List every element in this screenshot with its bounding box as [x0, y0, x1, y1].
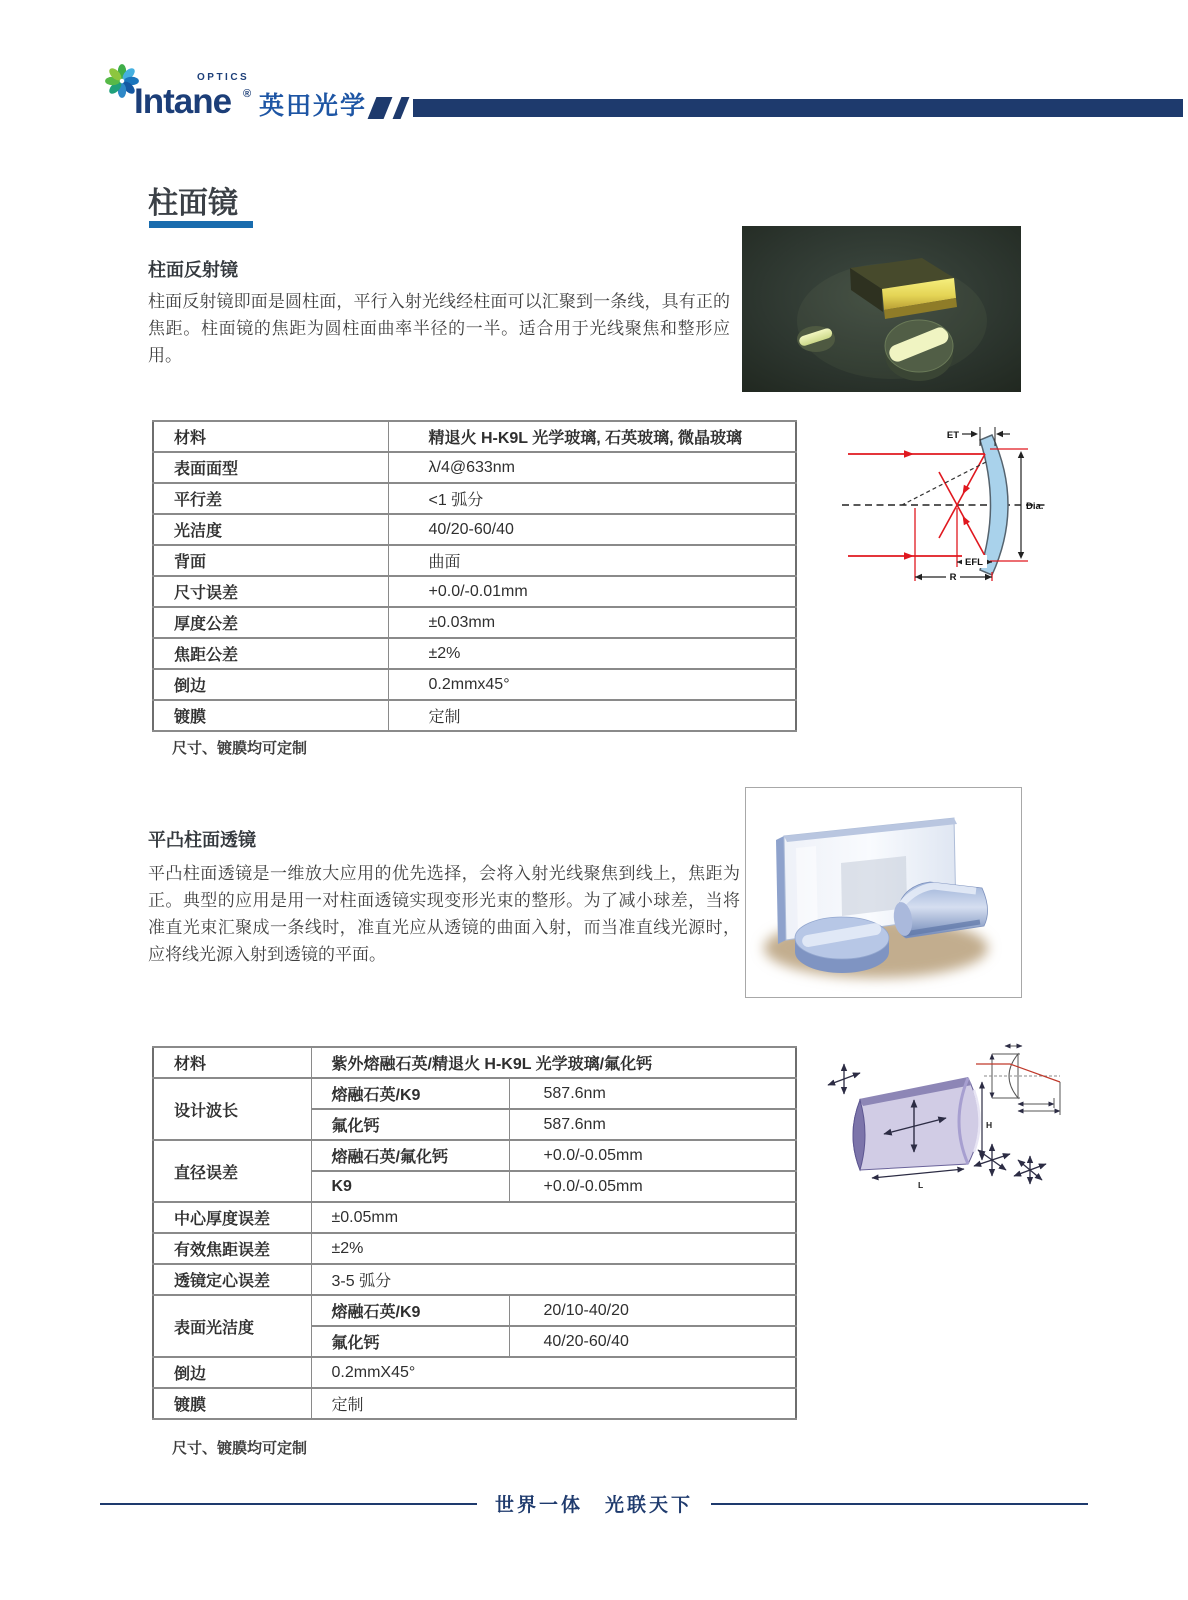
registered-mark: ® [243, 88, 252, 100]
spec-value: 0.2mmx45° [388, 669, 796, 700]
custom-note: 尺寸、镀膜均可定制 [172, 740, 308, 757]
plano-convex-lens-spec-table [152, 1046, 797, 1420]
spec-label: 背面 [153, 545, 388, 576]
header-slash-decoration [393, 97, 410, 119]
spec-label: 中心厚度误差 [153, 1202, 311, 1233]
spec-value: λ/4@633nm [388, 452, 796, 483]
table-row [153, 576, 796, 607]
table-row [153, 607, 796, 638]
spec-subkey: 氟化钙 [311, 1326, 509, 1357]
dim-label-efl: EFL [965, 557, 983, 568]
brand-name: Intane [134, 82, 232, 121]
spec-value: ±2% [388, 638, 796, 669]
dim-label-dia: Dia. [1026, 501, 1044, 512]
spec-label: 直径误差 [153, 1140, 311, 1202]
custom-note: 尺寸、镀膜均可定制 [172, 1440, 308, 1457]
table-row [153, 1357, 796, 1388]
spec-value: 587.6nm [509, 1078, 796, 1109]
table-row [153, 1140, 796, 1171]
dim-label-et: ET [946, 430, 959, 441]
table-row [153, 1264, 796, 1295]
table-row [153, 1388, 796, 1419]
spec-value: 40/20-60/40 [509, 1326, 796, 1357]
spec-value: ±2% [311, 1233, 796, 1264]
dim-label-l: L [918, 1180, 924, 1190]
header-bar [413, 99, 1183, 117]
brand-optics-label: OPTICS [197, 72, 250, 83]
table-row [153, 1295, 796, 1326]
table-row [153, 1233, 796, 1264]
spec-label: 厚度公差 [153, 607, 388, 638]
table-row [153, 669, 796, 700]
spec-label: 透镜定心误差 [153, 1264, 311, 1295]
spec-value: 定制 [388, 700, 796, 731]
product-photo-gold-mirrors [742, 226, 1021, 392]
spec-label: 表面面型 [153, 452, 388, 483]
spec-label: 材料 [153, 421, 388, 452]
spec-label: 镀膜 [153, 1388, 311, 1419]
spec-value: ±0.03mm [388, 607, 796, 638]
section-heading-cylindrical-mirror: 柱面反射镜 [148, 260, 238, 280]
table-row [153, 1047, 796, 1078]
table-row [153, 452, 796, 483]
table-row [153, 1202, 796, 1233]
spec-subkey: K9 [311, 1171, 509, 1202]
spec-value: 0.2mmX45° [311, 1357, 796, 1388]
spec-subkey: 氟化钙 [311, 1109, 509, 1140]
page-title: 柱面镜 [148, 187, 238, 220]
spec-value: ±0.05mm [311, 1202, 796, 1233]
spec-subkey: 熔融石英/氟化钙 [311, 1140, 509, 1171]
spec-label: 表面光洁度 [153, 1295, 311, 1357]
spec-value: +0.0/-0.01mm [388, 576, 796, 607]
spec-value: +0.0/-0.05mm [509, 1140, 796, 1171]
footer [100, 1490, 1088, 1517]
section-body-plano-convex-lens: 平凸柱面透镜是一维放大应用的优先选择，会将入射光线聚焦到线上，焦距为正。典型的应用是用一对柱面透镜实现变形光束的整形。为了减小球差，当将准直光束汇聚成一条线时，准直光应从透镜的曲面入射，而当准直线光源时，应将线光源入射到透镜的平面。 [148, 864, 740, 964]
spec-subkey: 熔融石英/K9 [311, 1295, 509, 1326]
spec-label: 镀膜 [153, 700, 388, 731]
spec-label: 平行差 [153, 483, 388, 514]
table-row [153, 545, 796, 576]
spec-subkey: 熔融石英/K9 [311, 1078, 509, 1109]
table-row [153, 421, 796, 452]
table-row [153, 514, 796, 545]
spec-label: 设计波长 [153, 1078, 311, 1140]
section-heading-plano-convex-lens: 平凸柱面透镜 [148, 830, 256, 850]
dim-label-h: H [986, 1120, 993, 1130]
spec-value: 40/20-60/40 [388, 514, 796, 545]
spec-value: 紫外熔融石英/精退火 H-K9L 光学玻璃/氟化钙 [311, 1047, 796, 1078]
spec-label: 尺寸误差 [153, 576, 388, 607]
title-underline [149, 221, 253, 228]
spec-label: 焦距公差 [153, 638, 388, 669]
spec-value: <1 弧分 [388, 483, 796, 514]
table-row [153, 483, 796, 514]
header-slash-decoration [368, 97, 393, 119]
table-row [153, 1078, 796, 1109]
cylindrical-mirror-spec-table [152, 420, 797, 732]
footer-rule-right [711, 1503, 1088, 1505]
section-body-cylindrical-mirror: 柱面反射镜即面是圆柱面，平行入射光线经柱面可以汇聚到一条线，具有正的焦距。柱面镜的焦距为圆柱面曲率半径的一半。适合用于光线聚焦和整形应用。 [148, 292, 730, 365]
footer-slogan: 世界一体 光联天下 [495, 1495, 694, 1516]
spec-label: 倒边 [153, 669, 388, 700]
product-photo-cylindrical-lenses [745, 787, 1022, 998]
spec-value: 587.6nm [509, 1109, 796, 1140]
spec-value: 20/10-40/20 [509, 1295, 796, 1326]
footer-rule-left [100, 1503, 477, 1505]
brand-chinese-name: 英田光学 [259, 92, 368, 120]
dim-label-r: R [949, 572, 957, 583]
spec-value: 精退火 H-K9L 光学玻璃, 石英玻璃, 微晶玻璃 [388, 421, 796, 452]
spec-value: 曲面 [388, 545, 796, 576]
spec-value: +0.0/-0.05mm [509, 1171, 796, 1202]
table-row [153, 700, 796, 731]
lens-dimension-diagram [826, 1038, 1064, 1196]
mirror-ray-diagram [838, 424, 1050, 586]
spec-label: 光洁度 [153, 514, 388, 545]
table-row [153, 638, 796, 669]
spec-value: 定制 [311, 1388, 796, 1419]
spec-label: 有效焦距误差 [153, 1233, 311, 1264]
spec-label: 倒边 [153, 1357, 311, 1388]
spec-value: 3-5 弧分 [311, 1264, 796, 1295]
spec-label: 材料 [153, 1047, 311, 1078]
